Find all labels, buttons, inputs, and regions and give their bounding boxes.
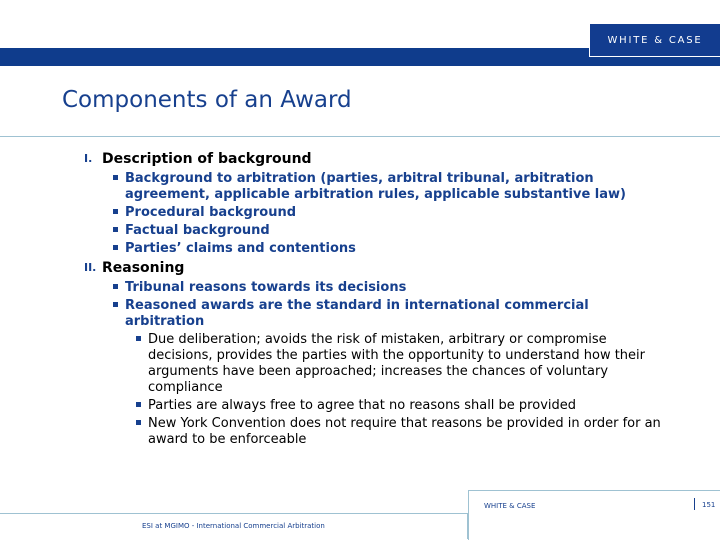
sub-list-item-text: Due deliberation; avoids the risk of mistaken, arbitrary or compromise decisions, provides the parties with the opportunity to understand how their arguments have been approached; increases the chances of voluntary compliance — [148, 332, 646, 395]
section-title: Description of background — [102, 151, 312, 167]
section-number: I. — [84, 152, 93, 165]
square-bullet-icon — [113, 284, 118, 289]
list-item-text: Procedural background — [125, 205, 297, 220]
list-item-text: Background to arbitration (parties, arbitral tribunal, arbitration agreement, applicable arbitration rules, applicable substantive law) — [125, 171, 626, 202]
square-bullet-icon — [136, 420, 141, 425]
sub-list-item — [136, 398, 664, 414]
footer-course-title: ESI at MGIMO - International Commercial Arbitration — [142, 522, 325, 530]
title-divider — [0, 136, 720, 137]
slide-body — [84, 150, 664, 450]
list-item-text: Factual background — [125, 223, 270, 238]
slide-title: Components of an Award — [62, 87, 352, 113]
brand-logo — [589, 23, 720, 57]
section-title: Reasoning — [102, 260, 185, 276]
square-bullet-icon — [136, 402, 141, 407]
sub-list-item-text: Parties are always free to agree that no reasons shall be provided — [148, 398, 577, 413]
list-item — [113, 223, 664, 239]
square-bullet-icon — [113, 175, 118, 180]
list-item — [113, 241, 664, 257]
page-number: 151 — [702, 501, 716, 509]
square-bullet-icon — [113, 245, 118, 250]
section-heading-description — [84, 150, 664, 168]
footer-brand: WHITE & CASE — [484, 502, 536, 510]
sub-list-item — [136, 416, 664, 448]
section-number: II. — [84, 261, 97, 274]
sub-list-item-text: New York Convention does not require that reasons be provided in order for an award to be enforceable — [148, 416, 661, 447]
page-number-separator — [694, 498, 695, 510]
sub-list-item — [136, 332, 664, 396]
section-heading-reasoning — [84, 259, 664, 277]
footer-divider-vertical — [468, 490, 469, 540]
list-item — [113, 205, 664, 221]
list-item — [113, 171, 664, 203]
list-item-text: Reasoned awards are the standard in international commercial arbitration — [125, 298, 589, 329]
square-bullet-icon — [136, 336, 141, 341]
list-item — [113, 298, 664, 330]
square-bullet-icon — [113, 209, 118, 214]
list-item-text: Parties’ claims and contentions — [125, 241, 356, 256]
list-item-text: Tribunal reasons towards its decisions — [125, 280, 407, 295]
brand-logo-text: WHITE & CASE — [607, 34, 703, 46]
footer-divider — [468, 490, 720, 491]
list-item — [113, 280, 664, 296]
square-bullet-icon — [113, 227, 118, 232]
square-bullet-icon — [113, 302, 118, 307]
